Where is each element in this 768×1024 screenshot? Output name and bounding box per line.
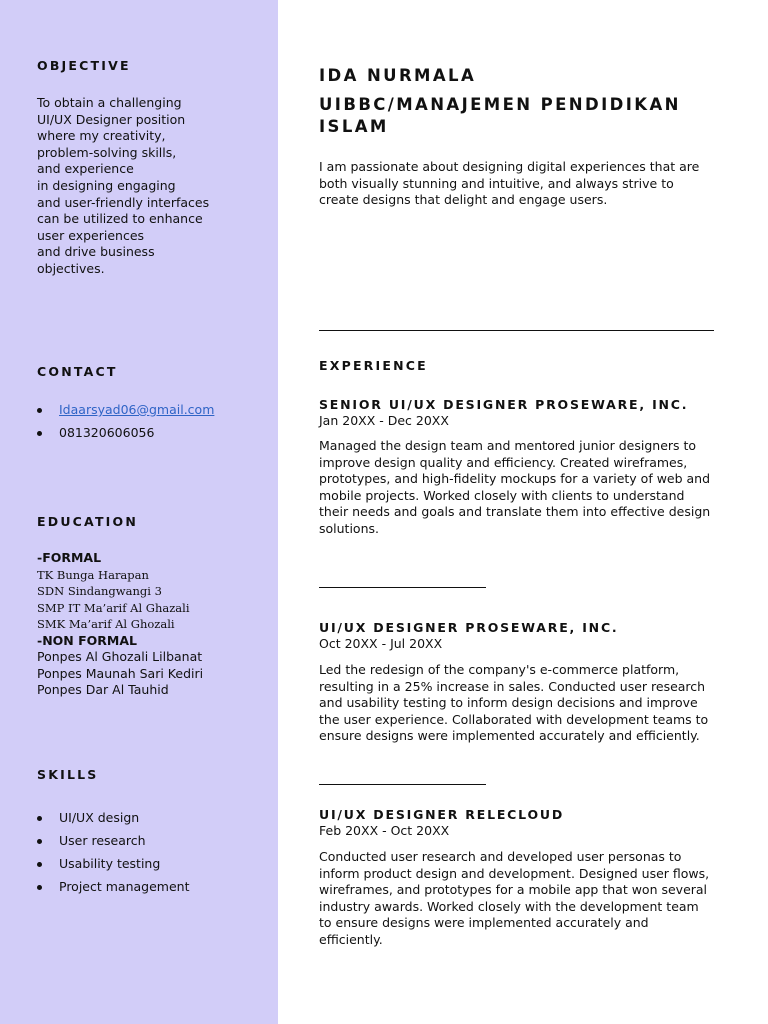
contact-list [37,402,272,448]
email-link[interactable]: Idaarsyad06@gmail.com [59,402,215,417]
job-description: Managed the design team and mentored junior designers to improve design quality and efficiency. Created wireframes, prototypes, and high-fidelity mockups for a variety of web and mobile projects. Worked closely with clients to understand their needs and goals and translate them into effective design solutions. [319,438,711,536]
experience-heading: EXPERIENCE [319,358,428,373]
skill-item: UI/UX design [37,810,272,833]
objective-text: To obtain a challenging UI/UX Designer position where my creativity, problem-solving skills, and experience in designing engaging and user-friendly interfaces can be utilized to enhance user experiences and drive business objectives. [37,95,210,276]
education-list [37,550,272,699]
job-divider [319,587,486,588]
formal-label: -FORMAL [37,550,102,565]
skills-heading: SKILLS [37,767,99,782]
job-title: SENIOR UI/UX DESIGNER PROSEWARE, INC. [319,397,689,412]
nonformal-item: Ponpes Dar Al Tauhid [37,682,169,697]
objective-heading: OBJECTIVE [37,58,131,73]
job-dates: Oct 20XX - Jul 20XX [319,636,443,651]
candidate-name: IDA NURMALA [319,66,477,85]
formal-item: SMK Ma’arif Al Ghozali [37,617,175,631]
job-description: Conducted user research and developed user personas to inform product design and development. Designed user flows, wireframes, and prototypes for a mobile app that won several industry awards. Worked closely with the development team to ensure designs were implemented accurately and efficiently. [319,849,710,947]
skill-item: Usability testing [37,856,272,879]
contact-phone-item: 081320606056 [37,425,272,448]
job-entry [319,620,759,652]
job-title: UI/UX DESIGNER RELECLOUD [319,807,565,822]
skill-item: User research [37,833,272,856]
formal-item: SMP IT Ma’arif Al Ghazali [37,600,190,615]
summary-text: I am passionate about designing digital experiences that are both visually stunning and intuitive, and always strive to create designs that delight and engage users. [319,159,700,208]
section-divider [319,330,714,331]
contact-email-item [37,402,272,425]
formal-item: TK Bunga Harapan [37,567,149,582]
job-dates: Feb 20XX - Oct 20XX [319,823,450,838]
contact-heading: CONTACT [37,364,118,379]
nonformal-item: Ponpes Maunah Sari Kediri [37,665,204,681]
education-heading: EDUCATION [37,514,139,529]
job-divider [319,784,486,785]
job-description: Led the redesign of the company's e-commerce platform, resulting in a 25% increase in sales. Conducted user research and usability testing to inform design decisions and improve the user experience. Collaborated with development teams to ensure designs were implemented accurately and efficiently. [319,662,709,744]
main-content [278,0,768,1024]
formal-item: SDN Sindangwangi 3 [37,584,162,598]
job-entry [319,807,759,839]
job-title: UI/UX DESIGNER PROSEWARE, INC. [319,620,619,635]
candidate-subtitle: UIBBC/MANAJEMEN PENDIDIKAN ISLAM [319,95,681,136]
nonformal-item: Ponpes Al Ghozali Lilbanat [37,649,203,664]
skill-item: Project management [37,879,272,902]
skills-list [37,810,272,902]
sidebar [0,0,278,1024]
nonformal-label: -NON FORMAL [37,632,137,648]
job-dates: Jan 20XX - Dec 20XX [319,413,449,428]
job-entry [319,397,759,429]
